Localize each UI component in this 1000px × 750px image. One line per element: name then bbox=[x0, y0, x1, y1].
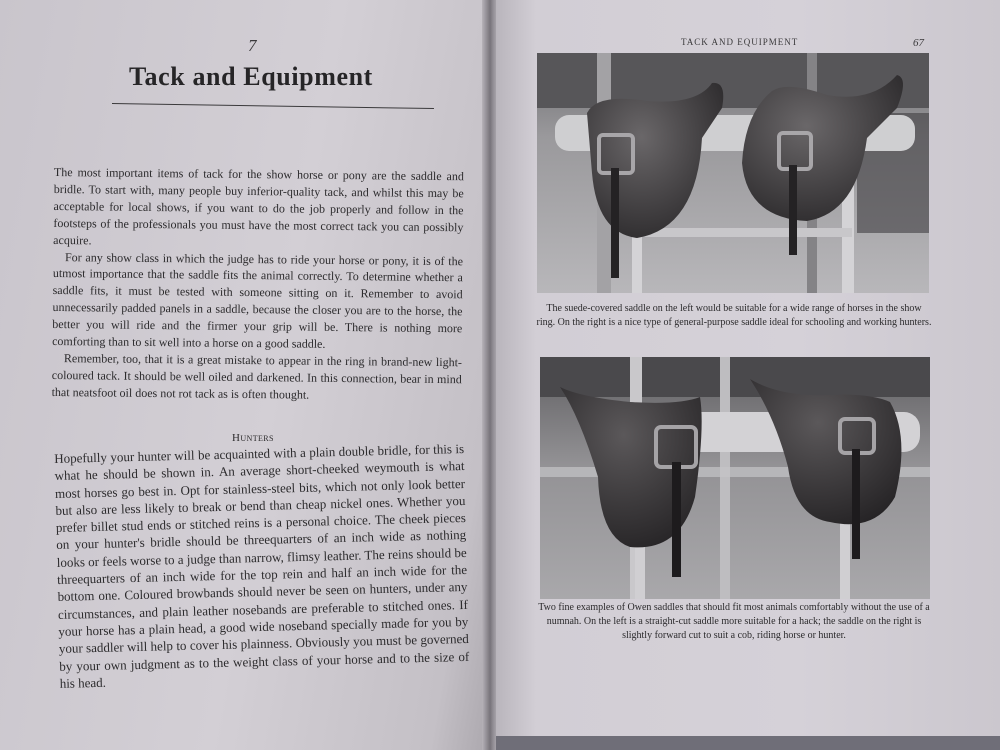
photo-caption-top: The suede-covered saddle on the left would be suitable for a wide range of horses in the show ring. On the right is a nice type of general-purpose saddle ideal for schooling and working hunters. bbox=[536, 303, 932, 329]
paragraph-tack-intro: The most important items of tack for the show horse or pony are the saddle and bridle. To start with, many people buy inferior-quality tack, and whilst this may be acceptable for local shows, if you want to do the job properly and follow in the footsteps of the professionals you must have the most correct tack you can possibly acquire. bbox=[53, 164, 464, 248]
chapter-title: Tack and Equipment bbox=[129, 62, 373, 91]
paragraph-new-tack: Remember, too, that it is a great mistake to appear in the ring in brand-new light-coloured tack. It should be well oiled and darkened. In this connection, bear in mind that neatsfoot oil does not rot tack as is often thought. bbox=[51, 351, 463, 402]
saddle-photo-bottom bbox=[540, 357, 930, 599]
background-surface bbox=[496, 736, 1000, 750]
running-head: TACK AND EQUIPMENT bbox=[681, 37, 799, 47]
photo-caption-bottom: Two fine examples of Owen saddles that should fit most animals comfortably without the use of a numnah. On the left is a straight-cut saddle more suitable for a hack; the saddle on the right is slightly forward cut to suit a cob, riding horse or hunter. bbox=[538, 602, 930, 642]
section-heading-hunters: Hunters bbox=[232, 432, 274, 444]
saddle-photo-bottom-image bbox=[540, 357, 930, 599]
hunters-text bbox=[54, 440, 470, 692]
saddle-photo-top bbox=[537, 53, 929, 293]
page-number: 67 bbox=[913, 37, 924, 49]
paragraph-saddle-fit: For any show class in which the judge has to ride your horse or pony, it is of the utmost importance that the saddle fits the animal correctly. To determine whether a saddle fits, it must be tested with someone sitting on it. Remember to avoid unnecessarily padded panels in a saddle, because the closer you are to the horse, the better you will ride and the firmer your grip will be. There is nothing more comforting than to sit well into a horse on a good saddle. bbox=[52, 249, 464, 351]
chapter-number: 7 bbox=[248, 36, 257, 55]
intro-text bbox=[52, 164, 464, 405]
paragraph-hunter-bridle: Hopefully your hunter will be acquainted with a plain double bridle, for this is what he should be shown in. An average short-cheeked weymouth is what most horses go best in. Opt for stainless-steel bits, which not only look better but also are less likely to break or bend than cheap nickel ones. Whether you prefer billet stud ends or stitched reins is a personal choice. The cheek pieces on your hunter's bridle should be threequarters of an inch wide as nothing looks or feels worse to a judge than narrow, flimsy leather. The reins should be threequarters of an inch wide for the top rein and half an inch wide for the bottom one. Coloured browbands should never be seen on hunters, under any circumstances, and plain leather nosebands are preferable to stitched ones. If your horse has a plain head, a good wide noseband specially made for you by your saddler will help to cover his plainness. Obviously you must be governed by your own judgment as to the weight class of your horse and to the size of his head. bbox=[54, 440, 470, 691]
saddle-photo-top-image bbox=[537, 53, 929, 293]
